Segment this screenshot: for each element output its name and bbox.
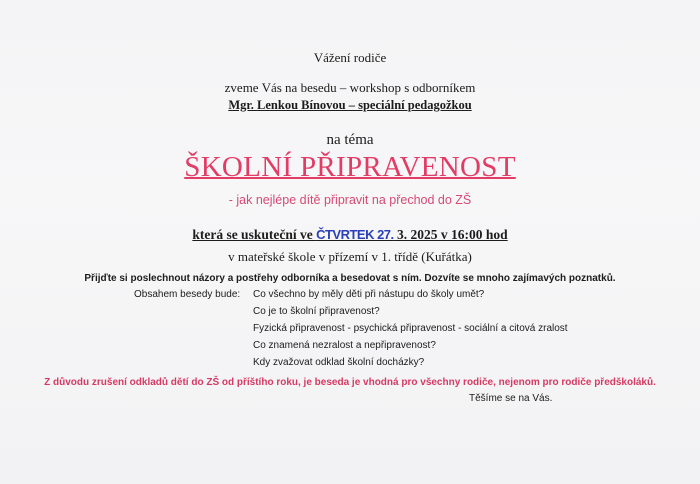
- question-item: Co všechno by měly děti při nástupu do školy umět?: [253, 289, 485, 300]
- question-item: Co je to školní připravenost?: [253, 306, 380, 317]
- invitation-line: zveme Vás na besedu – workshop s odborníkem: [224, 80, 476, 95]
- note-line: Z důvodu zrušení odkladů dětí do ZŠ od příštího roku, je beseda je vhodná pro všechny rodiče, nejenom pro rodiče předškoláků.: [44, 377, 656, 388]
- event-datetime: [0, 227, 700, 243]
- topic-intro: na téma: [326, 132, 374, 148]
- handwritten-day: ČTVRTEK 27.: [316, 227, 394, 242]
- subtitle: - jak nejlépe dítě připravit na přechod do ZŠ: [228, 193, 472, 207]
- speaker-name: Mgr. Lenkou Bínovou – speciální pedagožkou: [228, 98, 472, 112]
- content-label: Obsahem besedy bude:: [134, 289, 241, 300]
- datetime-suffix: 3. 2025 v 16:00 hod: [393, 227, 508, 242]
- main-title: ŠKOLNÍ PŘIPRAVENOST: [184, 151, 516, 183]
- datetime-prefix: která se uskuteční ve: [192, 227, 317, 242]
- closing-line: Těšíme se na Vás.: [469, 393, 553, 404]
- question-item: Kdy zvažovat odklad školní docházky?: [253, 357, 425, 368]
- event-location: v mateřské škole v přízemí v 1. třídě (Kuřátka): [228, 249, 472, 264]
- question-item: Co znamená nezralost a nepřipravenost?: [253, 340, 436, 351]
- question-item: Fyzická připravenost - psychická připravenost - sociální a citová zralost: [253, 323, 568, 334]
- greeting: Vážení rodiče: [313, 50, 387, 65]
- invite-description: Přijďte si poslechnout názory a postřehy odborníka a besedovat s ním. Dozvíte se mnoho zajímavých poznatků.: [84, 273, 616, 284]
